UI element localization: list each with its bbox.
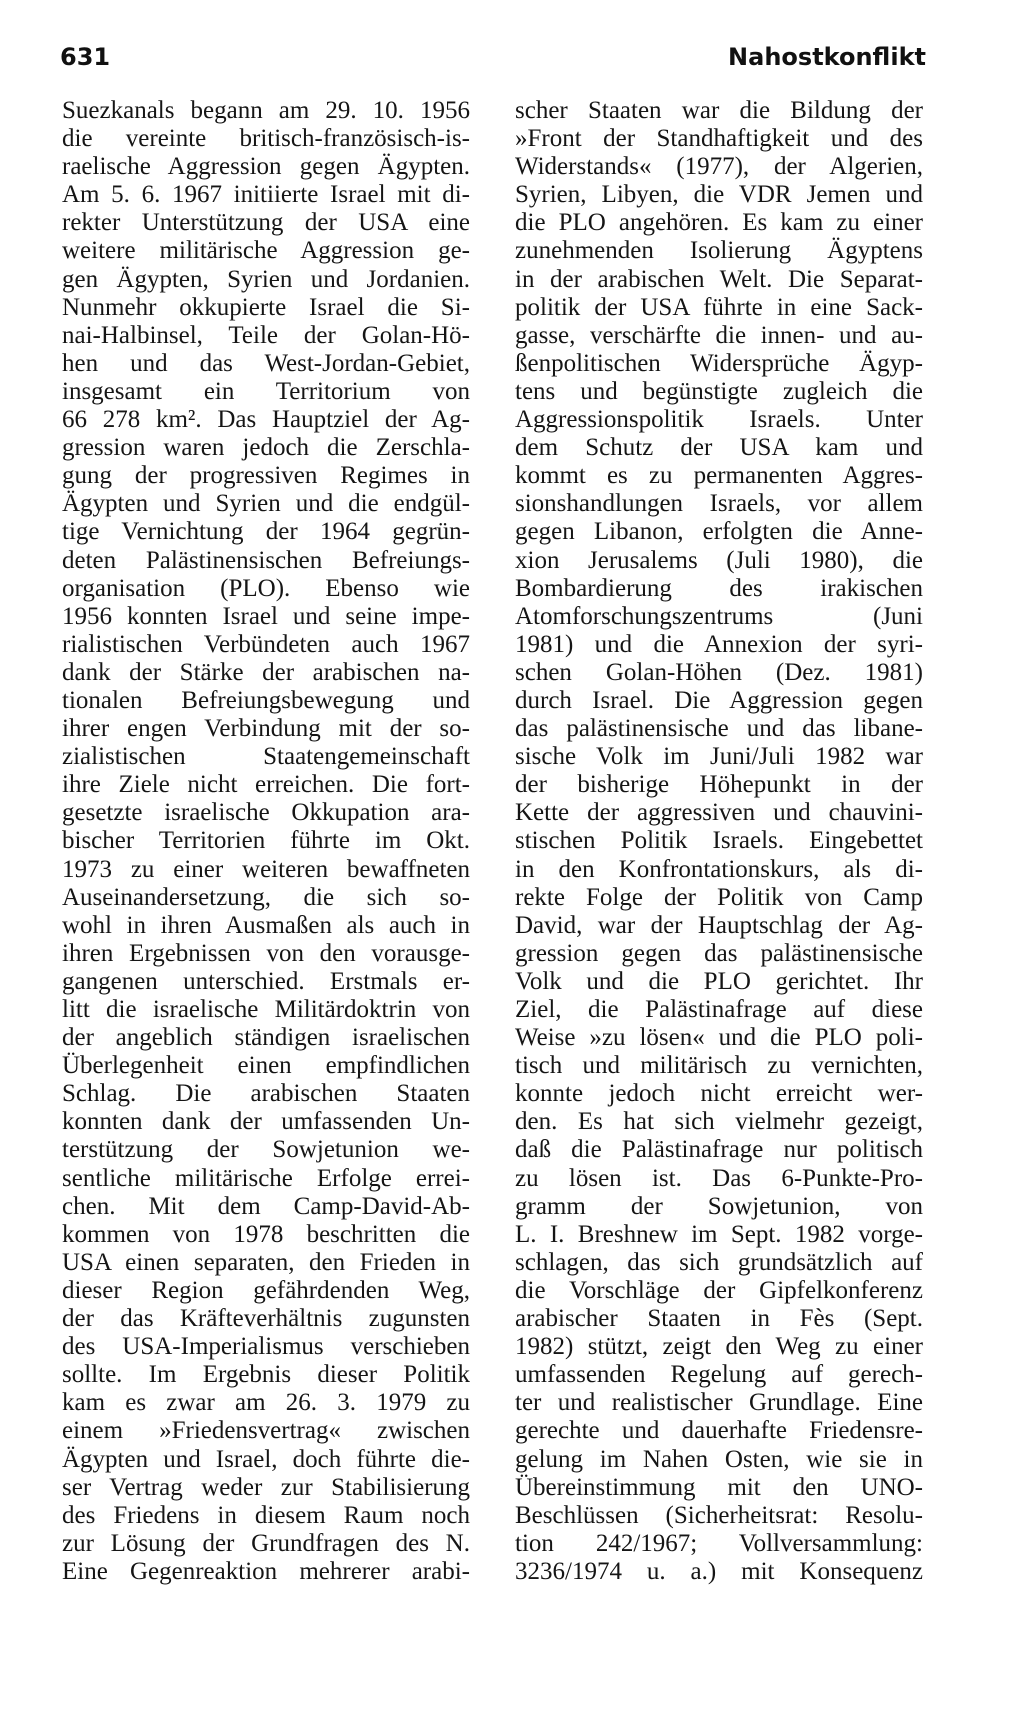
text-line: ihre Ziele nicht erreichen. Die fort- (62, 771, 470, 799)
text-line: konnten dank der umfassenden Un- (62, 1108, 470, 1136)
text-line: gen Ägypten, Syrien und Jordanien. (62, 265, 470, 293)
text-line: der bisherige Höhepunkt in der (515, 771, 923, 799)
text-line: ter und realistischer Grundlage. Eine (515, 1389, 923, 1417)
text-line: Bombardierung des irakischen (515, 574, 923, 602)
text-line: Schlag. Die arabischen Staaten (62, 1080, 470, 1108)
text-line: sentliche militärische Erfolge errei- (62, 1164, 470, 1192)
text-line: schen Golan-Höhen (Dez. 1981) (515, 658, 923, 686)
text-line: in den Konfrontationskurs, als di- (515, 855, 923, 883)
text-line: Ägypten und Syrien und die endgül- (62, 490, 470, 518)
text-line: organisation (PLO). Ebenso wie (62, 574, 470, 602)
text-line: das palästinensische und das libane- (515, 715, 923, 743)
text-line: die Vorschläge der Gipfelkonferenz (515, 1276, 923, 1304)
text-line: Ziel, die Palästinafrage auf diese (515, 996, 923, 1023)
text-line: kam es zwar am 26. 3. 1979 zu (62, 1389, 470, 1417)
text-line: xion Jerusalems (Juli 1980), die (515, 546, 923, 574)
text-line: tionalen Befreiungsbewegung und (62, 686, 470, 714)
right-text-column (515, 97, 923, 1586)
text-line: rekter Unterstützung der USA eine (62, 209, 470, 237)
text-line: insgesamt ein Territorium von (62, 377, 470, 405)
text-line: politik der USA führte in eine Sack- (515, 293, 923, 321)
text-line: dieser Region gefährdenden Weg, (62, 1276, 470, 1304)
text-line: L. I. Breshnew im Sept. 1982 vorge- (515, 1220, 923, 1248)
text-line: einem »Friedensvertrag« zwischen (62, 1417, 470, 1445)
text-line: zur Lösung der Grundfragen des N. (62, 1529, 470, 1557)
text-line: gangenen unterschied. Erstmals er- (62, 967, 470, 995)
text-line: tion 242/1967; Vollversammlung: (515, 1529, 923, 1557)
text-line: weitere militärische Aggression ge- (62, 237, 470, 265)
text-line: den. Es hat sich vielmehr gezeigt, (515, 1108, 923, 1136)
text-line: gung der progressiven Regimes in (62, 462, 470, 490)
text-line: die vereinte britisch-französisch-is- (62, 125, 470, 153)
text-line: scher Staaten war die Bildung der (515, 97, 923, 124)
text-line: 1973 zu einer weiteren bewaffneten (62, 855, 470, 883)
text-line: zunehmenden Isolierung Ägyptens (515, 237, 923, 265)
text-line: des USA-Imperialismus verschieben (62, 1333, 470, 1361)
text-line: ser Vertrag weder zur Stabilisierung (62, 1473, 470, 1501)
text-line: Atomforschungszentrums (Juni (515, 602, 923, 630)
text-line: bischer Territorien führte im Okt. (62, 827, 470, 855)
text-line: Weise »zu lösen« und die PLO poli- (515, 1024, 923, 1052)
text-line: deten Palästinensischen Befreiungs- (62, 546, 470, 574)
text-line: gerechte und dauerhafte Friedensre- (515, 1417, 923, 1445)
text-line: Beschlüssen (Sicherheitsrat: Resolu- (515, 1501, 923, 1529)
text-line: gesetzte israelische Okkupation ara- (62, 799, 470, 827)
text-line: zu lösen ist. Das 6-Punkte-Pro- (515, 1164, 923, 1192)
text-line: stischen Politik Israels. Eingebettet (515, 827, 923, 855)
text-line: sische Volk im Juni/Juli 1982 war (515, 743, 923, 771)
page-header (60, 43, 926, 83)
text-line: Eine Gegenreaktion mehrerer arabi- (62, 1557, 470, 1585)
text-line: 1981) und die Annexion der syri- (515, 630, 923, 658)
text-line: arabischer Staaten in Fès (Sept. (515, 1305, 923, 1333)
text-line: Auseinandersetzung, die sich so- (62, 883, 470, 911)
text-line: umfassenden Regelung auf gerech- (515, 1361, 923, 1389)
text-line: tisch und militärisch zu vernichten, (515, 1052, 923, 1080)
text-line: rialistischen Verbündeten auch 1967 (62, 630, 470, 658)
left-text-column (62, 97, 470, 1586)
text-line: »Front der Standhaftigkeit und des (515, 125, 923, 153)
text-line: konnte jedoch nicht erreicht wer- (515, 1080, 923, 1108)
text-line: die PLO angehören. Es kam zu einer (515, 209, 923, 237)
text-line: schlagen, das sich grundsätzlich auf (515, 1248, 923, 1276)
text-line: zialistischen Staatengemeinschaft (62, 743, 470, 771)
text-line: hen und das West-Jordan-Gebiet, (62, 349, 470, 377)
text-line: terstützung der Sowjetunion we- (62, 1136, 470, 1164)
text-line: tige Vernichtung der 1964 gegrün- (62, 518, 470, 546)
text-line: durch Israel. Die Aggression gegen (515, 686, 923, 714)
text-line: 1982) stützt, zeigt den Weg zu einer (515, 1333, 923, 1361)
text-line: nai-Halbinsel, Teile der Golan-Hö- (62, 321, 470, 349)
text-line: Suezkanals begann am 29. 10. 1956 (62, 97, 470, 124)
text-line: Aggressionspolitik Israels. Unter (515, 406, 923, 434)
text-line: daß die Palästinafrage nur politisch (515, 1136, 923, 1164)
text-line: Widerstands« (1977), der Algerien, (515, 153, 923, 181)
text-line: USA einen separaten, den Frieden in (62, 1248, 470, 1276)
text-line: gasse, verschärfte die innen- und au- (515, 321, 923, 349)
text-line: raelische Aggression gegen Ägypten. (62, 153, 470, 181)
text-line: gramm der Sowjetunion, von (515, 1192, 923, 1220)
text-line: 3236/1974 u. a.) mit Konsequenz (515, 1557, 923, 1585)
text-line: ßenpolitischen Widersprüche Ägyp- (515, 349, 923, 377)
text-line: gelung im Nahen Osten, wie sie in (515, 1445, 923, 1473)
text-line: rekte Folge der Politik von Camp (515, 883, 923, 911)
text-line: gression gegen das palästinensische (515, 939, 923, 967)
text-line: sionshandlungen Israels, vor allem (515, 490, 923, 518)
text-line: Nunmehr okkupierte Israel die Si- (62, 293, 470, 321)
text-line: dank der Stärke der arabischen na- (62, 658, 470, 686)
text-line: des Friedens in diesem Raum noch (62, 1501, 470, 1529)
text-line: David, war der Hauptschlag der Ag- (515, 911, 923, 939)
text-line: chen. Mit dem Camp-David-Ab- (62, 1192, 470, 1220)
text-line: wohl in ihren Ausmaßen als auch in (62, 911, 470, 939)
text-line: gression waren jedoch die Zerschla- (62, 434, 470, 462)
text-line: Am 5. 6. 1967 initiierte Israel mit di- (62, 181, 470, 209)
text-line: Überlegenheit einen empfindlichen (62, 1052, 470, 1080)
text-line: kommt es zu permanenten Aggres- (515, 462, 923, 490)
text-line: Übereinstimmung mit den UNO- (515, 1473, 923, 1501)
text-line: 1956 konnten Israel und seine impe- (62, 602, 470, 630)
text-line: Volk und die PLO gerichtet. Ihr (515, 967, 923, 995)
text-line: Ägypten und Israel, doch führte die- (62, 1445, 470, 1473)
text-line: ihren Ergebnissen von den vorausge- (62, 939, 470, 967)
text-line: in der arabischen Welt. Die Separat- (515, 265, 923, 293)
text-line: 66 278 km². Das Hauptziel der Ag- (62, 406, 470, 434)
text-line: tens und begünstigte zugleich die (515, 377, 923, 405)
text-line: dem Schutz der USA kam und (515, 434, 923, 462)
text-line: ihrer engen Verbindung mit der so- (62, 715, 470, 743)
text-line: gegen Libanon, erfolgten die Anne- (515, 518, 923, 546)
text-line: sollte. Im Ergebnis dieser Politik (62, 1361, 470, 1389)
running-head: Nahostkonflikt (728, 43, 926, 71)
text-line: Kette der aggressiven und chauvini- (515, 799, 923, 827)
text-line: Syrien, Libyen, die VDR Jemen und (515, 181, 923, 209)
text-line: der das Kräfteverhältnis zugunsten (62, 1305, 470, 1333)
text-line: kommen von 1978 beschritten die (62, 1220, 470, 1248)
text-line: litt die israelische Militärdoktrin von (62, 996, 470, 1023)
page-number: 631 (60, 43, 111, 71)
text-line: der angeblich ständigen israelischen (62, 1024, 470, 1052)
